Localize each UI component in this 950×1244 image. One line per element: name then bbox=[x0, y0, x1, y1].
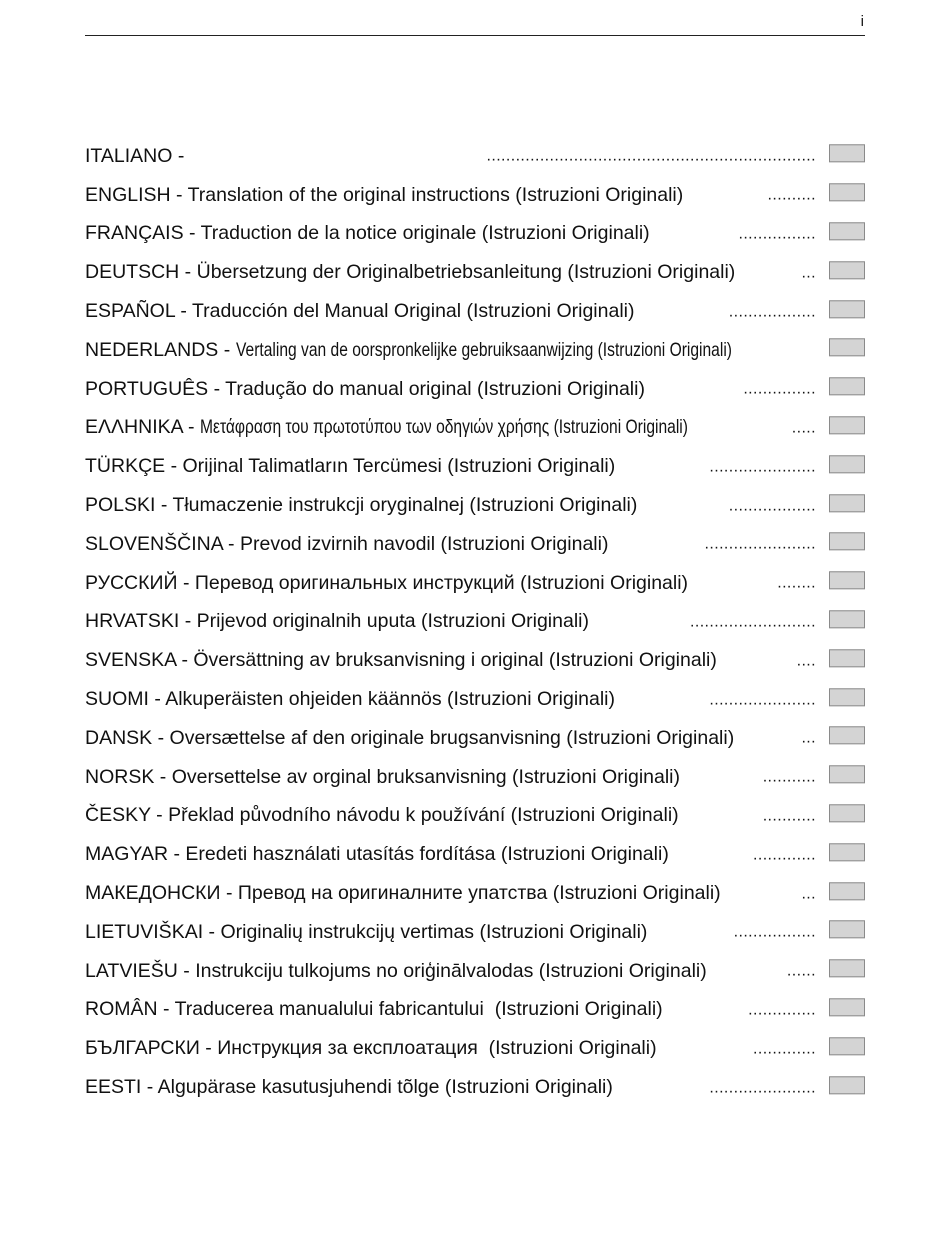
page-reference-box bbox=[829, 610, 865, 628]
header-rule bbox=[85, 35, 865, 36]
separator: - bbox=[174, 300, 192, 323]
index-row bbox=[85, 409, 865, 448]
entry-description: Tradução do manual original (Istruzioni Originali) bbox=[225, 377, 645, 400]
dot-leader: ..... bbox=[791, 419, 816, 437]
dot-leader: ...................... bbox=[709, 458, 816, 476]
dot-leader: ...................... bbox=[709, 690, 816, 708]
entry-description: Orijinal Talimatların Tercümesi (Istruzioni Originali) bbox=[182, 455, 616, 478]
index-entry-text bbox=[85, 533, 608, 556]
entry-description: Traducción del Manual Original (Istruzioni Originali) bbox=[191, 300, 635, 323]
entry-description: Oversettelse av orginal bruksanvisning (Istruzioni Originali) bbox=[171, 765, 680, 788]
page-reference-box bbox=[829, 145, 865, 163]
index-row bbox=[85, 641, 865, 680]
index-row bbox=[85, 758, 865, 797]
language-name: SUOMI bbox=[85, 688, 149, 711]
dot-leader: .............. bbox=[748, 1001, 816, 1019]
index-row bbox=[85, 680, 865, 719]
entry-description: Translation of the original instructions (Istruzioni Originali) bbox=[187, 183, 684, 206]
dot-leader: .......................... bbox=[690, 613, 816, 631]
index-entry-text bbox=[85, 688, 615, 711]
index-entry-text bbox=[85, 339, 856, 362]
entry-description: Översättning av bruksanvisning i original (Istruzioni Originali) bbox=[193, 649, 717, 672]
dot-leader: ....................... bbox=[704, 535, 816, 553]
index-entry-text bbox=[85, 455, 615, 478]
page-reference-box bbox=[829, 183, 865, 201]
language-name: РУССКИЙ bbox=[85, 571, 178, 594]
separator: - bbox=[208, 377, 226, 400]
separator: - bbox=[141, 1076, 158, 1099]
index-entry-text bbox=[85, 882, 721, 905]
index-entry-text bbox=[85, 766, 680, 789]
index-row bbox=[85, 797, 865, 836]
entry-description: Übersetzung der Originalbetriebsanleitung (Istruzioni Originali) bbox=[196, 261, 736, 284]
page-reference-box bbox=[829, 494, 865, 512]
dot-leader: ............. bbox=[753, 1040, 816, 1058]
separator: - bbox=[148, 688, 166, 711]
index-entry-text bbox=[85, 222, 650, 245]
separator: - bbox=[218, 338, 236, 361]
dot-leader: ........ bbox=[777, 574, 816, 592]
index-entry-text bbox=[85, 416, 810, 439]
entry-description: Tłumaczenie instrukcji oryginalnej (Istruzioni Originali) bbox=[172, 494, 638, 517]
index-row bbox=[85, 991, 865, 1030]
separator: - bbox=[177, 959, 196, 982]
separator: - bbox=[155, 494, 173, 517]
page-reference-box bbox=[829, 416, 865, 434]
index-entry-text bbox=[85, 572, 688, 595]
page-reference-box bbox=[829, 571, 865, 589]
language-name: EESTI bbox=[85, 1076, 142, 1099]
page-reference-box bbox=[829, 261, 865, 279]
index-entry-text bbox=[85, 184, 683, 207]
index-row bbox=[85, 952, 865, 991]
index-row bbox=[85, 176, 865, 215]
page-reference-box bbox=[829, 300, 865, 318]
dot-leader: .................................................................... bbox=[486, 147, 816, 165]
dot-leader: ... bbox=[801, 729, 816, 747]
index-row bbox=[85, 525, 865, 564]
index-row bbox=[85, 215, 865, 254]
index-entry-text bbox=[85, 145, 184, 168]
language-index bbox=[85, 137, 865, 1107]
entry-description: Algupärase kasutusjuhendi tõlge (Istruzioni Originali) bbox=[157, 1076, 613, 1099]
page-reference-box bbox=[829, 765, 865, 783]
dot-leader: ............... bbox=[743, 380, 816, 398]
separator: - bbox=[152, 726, 170, 749]
index-entry-text bbox=[85, 843, 669, 866]
language-name: ENGLISH bbox=[85, 183, 171, 206]
entry-description: Oversættelse af den originale brugsanvisning (Istruzioni Originali) bbox=[169, 726, 735, 749]
entry-description: Traduction de la notice originale (Istruzioni Originali) bbox=[200, 222, 650, 245]
language-name: ITALIANO bbox=[85, 144, 173, 167]
dot-leader: ...................... bbox=[709, 1078, 816, 1096]
language-name: NEDERLANDS bbox=[85, 338, 219, 361]
page-reference-box bbox=[829, 1037, 865, 1055]
dot-leader: ............. bbox=[753, 846, 816, 864]
separator: - bbox=[176, 649, 194, 672]
entry-description: Traducerea manualului fabricantului (Istruzioni Originali) bbox=[174, 998, 663, 1021]
language-name: PORTUGUÊS bbox=[85, 377, 209, 400]
page-reference-box bbox=[829, 339, 865, 357]
page-reference-box bbox=[829, 804, 865, 822]
index-entry-text bbox=[85, 998, 663, 1021]
language-name: БЪЛГАРСКИ bbox=[85, 1037, 200, 1060]
index-entry-text bbox=[85, 960, 707, 983]
separator: - bbox=[183, 222, 201, 245]
language-name: ČESKY bbox=[85, 804, 151, 827]
separator: - bbox=[170, 183, 188, 206]
separator: - bbox=[179, 610, 197, 633]
separator: - bbox=[168, 843, 186, 866]
separator: - bbox=[150, 804, 169, 827]
entry-description: Prijevod originalnih uputa (Istruzioni Originali) bbox=[196, 610, 589, 633]
page-reference-box bbox=[829, 1076, 865, 1094]
index-entry-text bbox=[85, 610, 589, 633]
language-name: ROMÂN bbox=[85, 998, 158, 1021]
index-row bbox=[85, 874, 865, 913]
index-entry-text bbox=[85, 494, 637, 517]
separator: - bbox=[165, 455, 183, 478]
separator: - bbox=[182, 416, 200, 439]
entry-description: Prevod izvirnih navodil (Istruzioni Originali) bbox=[239, 532, 609, 555]
dot-leader: ................. bbox=[733, 923, 816, 941]
language-name: NORSK bbox=[85, 765, 155, 788]
page-reference-box bbox=[829, 455, 865, 473]
dot-leader: ........... bbox=[762, 768, 816, 786]
entry-description: Instrukciju tulkojums no oriģinālvalodas (Istruzioni Originali) bbox=[195, 959, 707, 982]
language-name: TÜRKÇE bbox=[85, 455, 166, 478]
language-name: ΕΛΛΗΝΙΚΑ bbox=[85, 416, 183, 439]
entry-description: Alkuperäisten ohjeiden käännös (Istruzioni Originali) bbox=[165, 688, 616, 711]
index-row bbox=[85, 1029, 865, 1068]
index-entry-text bbox=[85, 804, 679, 827]
page-reference-box bbox=[829, 222, 865, 240]
page-reference-box bbox=[829, 843, 865, 861]
index-entry-text bbox=[85, 261, 735, 284]
index-row bbox=[85, 331, 865, 370]
index-row bbox=[85, 1068, 865, 1107]
index-row bbox=[85, 564, 865, 603]
entry-description: Překlad původního návodu k používání (Istruzioni Originali) bbox=[168, 804, 679, 827]
page-reference-box bbox=[829, 377, 865, 395]
index-row bbox=[85, 719, 865, 758]
index-row bbox=[85, 253, 865, 292]
dot-leader: .................. bbox=[728, 302, 816, 320]
separator: - bbox=[203, 920, 221, 943]
index-entry-text bbox=[85, 649, 717, 672]
page-reference-box bbox=[829, 882, 865, 900]
separator: - bbox=[199, 1037, 218, 1060]
index-row bbox=[85, 486, 865, 525]
entry-description: Превод на оригиналните упатства (Istruzioni Originali) bbox=[237, 882, 721, 905]
dot-leader: .... bbox=[796, 652, 816, 670]
language-name: MAGYAR bbox=[85, 843, 169, 866]
language-name: DEUTSCH bbox=[85, 261, 180, 284]
page-number: i bbox=[860, 13, 864, 30]
language-name: LIETUVIŠKAI bbox=[85, 920, 204, 943]
separator: - bbox=[179, 261, 197, 284]
page-reference-box bbox=[829, 959, 865, 977]
page-reference-box bbox=[829, 727, 865, 745]
entry-description: Инструкция за експлоатация (Istruzioni Originali) bbox=[217, 1037, 657, 1060]
index-row bbox=[85, 292, 865, 331]
index-entry-text bbox=[85, 727, 734, 750]
separator: - bbox=[172, 144, 185, 167]
index-row bbox=[85, 913, 865, 952]
entry-description: Originalių instrukcijų vertimas (Istruzioni Originali) bbox=[220, 920, 648, 943]
dot-leader: ... bbox=[801, 264, 816, 282]
entry-description: Eredeti használati utasítás fordítása (Istruzioni Originali) bbox=[185, 843, 669, 866]
separator: - bbox=[177, 571, 195, 594]
language-name: SVENSKA bbox=[85, 649, 177, 672]
index-row bbox=[85, 835, 865, 874]
separator: - bbox=[220, 882, 238, 905]
language-name: FRANÇAIS bbox=[85, 222, 184, 245]
dot-leader: ...... bbox=[786, 962, 816, 980]
page-reference-box bbox=[829, 921, 865, 939]
entry-description: Перевод оригинальных инструкций (Istruzioni Originali) bbox=[194, 571, 689, 594]
page-reference-box bbox=[829, 688, 865, 706]
dot-leader: ................ bbox=[738, 225, 816, 243]
separator: - bbox=[154, 765, 172, 788]
language-name: HRVATSKI bbox=[85, 610, 180, 633]
page-reference-box bbox=[829, 649, 865, 667]
separator: - bbox=[157, 998, 175, 1021]
index-entry-text bbox=[85, 1037, 657, 1060]
language-name: МАКЕДОНСКИ bbox=[85, 882, 221, 905]
page-reference-box bbox=[829, 533, 865, 551]
index-row bbox=[85, 137, 865, 176]
language-name: DANSK bbox=[85, 726, 153, 749]
index-entry-text bbox=[85, 921, 647, 944]
dot-leader: .................. bbox=[728, 496, 816, 514]
index-row bbox=[85, 603, 865, 642]
language-name: ESPAÑOL bbox=[85, 300, 175, 323]
index-row bbox=[85, 370, 865, 409]
separator: - bbox=[222, 532, 240, 555]
index-row bbox=[85, 447, 865, 486]
dot-leader: ........... bbox=[762, 807, 816, 825]
index-entry-text bbox=[85, 300, 634, 323]
entry-description: Vertaling van de oorspronkelijke gebruiksaanwijzing (Istruzioni Originali) bbox=[235, 338, 732, 361]
dot-leader: ... bbox=[801, 884, 816, 902]
language-name: LATVIEŠU bbox=[85, 959, 178, 982]
language-name: POLSKI bbox=[85, 494, 156, 517]
entry-description: Μετάφραση του πρωτοτύπου των οδηγιών χρήσης (Istruzioni Originali) bbox=[199, 416, 688, 439]
page-reference-box bbox=[829, 998, 865, 1016]
index-entry-text bbox=[85, 378, 645, 401]
index-entry-text bbox=[85, 1076, 613, 1099]
language-name: SLOVENŠČINA bbox=[85, 532, 223, 555]
dot-leader: .......... bbox=[767, 186, 816, 204]
